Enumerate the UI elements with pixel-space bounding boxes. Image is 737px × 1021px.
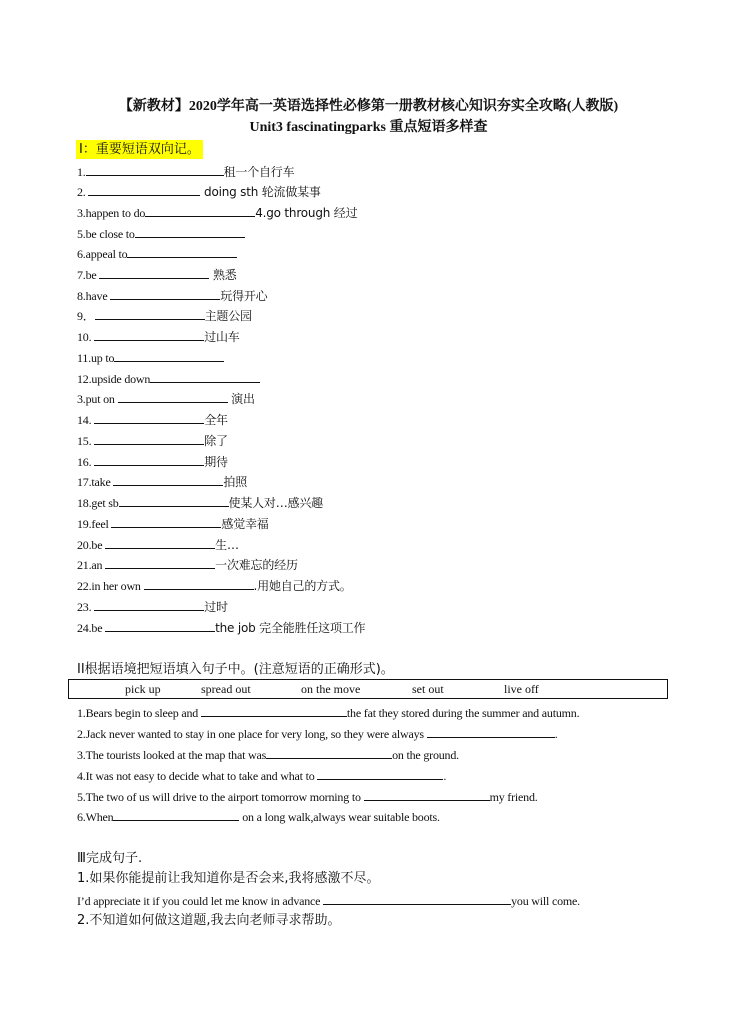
answer-blank[interactable] <box>323 892 511 905</box>
phrase-item-5: 5.be close to <box>77 225 245 242</box>
answer-blank[interactable] <box>114 349 224 362</box>
answer-blank[interactable] <box>119 494 229 507</box>
section3-heading: Ⅲ完成句子. <box>77 851 143 866</box>
sentence-1: 1.Bears begin to sleep and the fat they stored during the summer and autumn. <box>77 706 580 720</box>
section1-heading: I：重要短语双向记。 <box>76 140 203 159</box>
answer-blank[interactable] <box>118 390 228 403</box>
answer-blank[interactable] <box>111 515 221 528</box>
question-2-chinese: 2.不知道如何做这道题,我去向老师寻求帮助。 <box>77 913 341 928</box>
phrase-item-16: 16. 期待 <box>77 455 228 469</box>
answer-blank[interactable] <box>110 287 220 300</box>
phrase-item-10: 10. 过山车 <box>77 330 240 344</box>
phrase-item-19: 19.feel 感觉幸福 <box>77 517 269 531</box>
answer-blank[interactable] <box>145 204 255 217</box>
answer-blank[interactable] <box>99 266 209 279</box>
phrase-item-12: 12.upside down <box>77 370 260 387</box>
phrase-item-6: 6.appeal to <box>77 245 237 262</box>
word-bank-option: on the move <box>301 682 361 696</box>
answer-blank[interactable] <box>364 788 490 801</box>
word-bank-option: spread out <box>201 682 251 696</box>
word-bank-box <box>68 679 668 699</box>
sentence-3: 3.The tourists looked at the map that was on the ground. <box>77 748 459 762</box>
answer-blank[interactable] <box>95 307 205 320</box>
document-subtitle: Unit3 fascinatingparks 重点短语多样查 <box>249 120 488 135</box>
answer-blank[interactable] <box>144 577 254 590</box>
phrase-item-23: 23. 过时 <box>77 600 228 614</box>
answer-blank[interactable] <box>94 328 204 341</box>
word-bank-option: pick up <box>125 682 161 696</box>
section2-heading: II根据语境把短语填入句子中。(注意短语的正确形式)。 <box>77 662 394 677</box>
phrase-item-8: 8.have 玩得开心 <box>77 289 268 303</box>
phrase-item-3: 3.happen to do 4.go through 经过 <box>77 206 358 220</box>
sentence-6: 6.When on a long walk,always wear suitable boots. <box>77 810 440 824</box>
phrase-item-20: 20.be 生… <box>77 538 239 552</box>
answer-blank[interactable] <box>94 453 204 466</box>
question-1-chinese: 1.如果你能提前让我知道你是否会来,我将感激不尽。 <box>77 871 380 886</box>
answer-blank[interactable] <box>94 432 204 445</box>
phrase-item-11: 11.up to <box>77 349 224 366</box>
answer-blank[interactable] <box>105 556 215 569</box>
phrase-item-1: 1. 租一个自行车 <box>77 165 295 179</box>
sentence-4: 4.It was not easy to decide what to take and what to . <box>77 769 447 783</box>
answer-blank[interactable] <box>317 767 443 780</box>
sentence-5: 5.The two of us will drive to the airport tomorrow morning to my friend. <box>77 790 538 804</box>
phrase-item-13: 3.put on 演出 <box>77 392 255 406</box>
phrase-item-18: 18.get sb 使某人对…感兴趣 <box>77 496 323 510</box>
answer-blank[interactable] <box>105 619 215 632</box>
answer-blank[interactable] <box>86 163 224 176</box>
answer-blank[interactable] <box>266 746 392 759</box>
question-1-english: I’d appreciate it if you could let me know in advance you will come. <box>77 894 580 908</box>
answer-blank[interactable] <box>135 225 245 238</box>
phrase-item-15: 15. 除了 <box>77 434 228 448</box>
answer-blank[interactable] <box>105 536 215 549</box>
answer-blank[interactable] <box>127 245 237 258</box>
phrase-item-2: 2. doing sth 轮流做某事 <box>77 185 321 199</box>
answer-blank[interactable] <box>113 808 239 821</box>
sentence-2: 2.Jack never wanted to stay in one place for very long, so they were always . <box>77 727 558 741</box>
phrase-item-21: 21.an 一次难忘的经历 <box>77 558 298 572</box>
phrase-item-24: 24.be the job 完全能胜任这项工作 <box>77 621 366 635</box>
answer-blank[interactable] <box>201 704 347 717</box>
phrase-item-9: 9． 主题公园 <box>77 309 252 323</box>
answer-blank[interactable] <box>427 725 555 738</box>
phrase-item-7: 7.be 熟悉 <box>77 268 237 282</box>
answer-blank[interactable] <box>88 183 200 196</box>
word-bank-option: live off <box>504 682 539 696</box>
word-bank-option: set out <box>412 682 444 696</box>
phrase-item-14: 14. 全年 <box>77 413 228 427</box>
answer-blank[interactable] <box>150 370 260 383</box>
phrase-item-17: 17.take 拍照 <box>77 475 247 489</box>
document-title: 【新教材】2020学年高一英语选择性必修第一册教材核心知识夯实全攻略(人教版) <box>118 99 619 114</box>
answer-blank[interactable] <box>94 411 204 424</box>
answer-blank[interactable] <box>113 473 223 486</box>
answer-blank[interactable] <box>94 598 204 611</box>
phrase-item-22: 22.in her own .用她自己的方式。 <box>77 579 352 593</box>
